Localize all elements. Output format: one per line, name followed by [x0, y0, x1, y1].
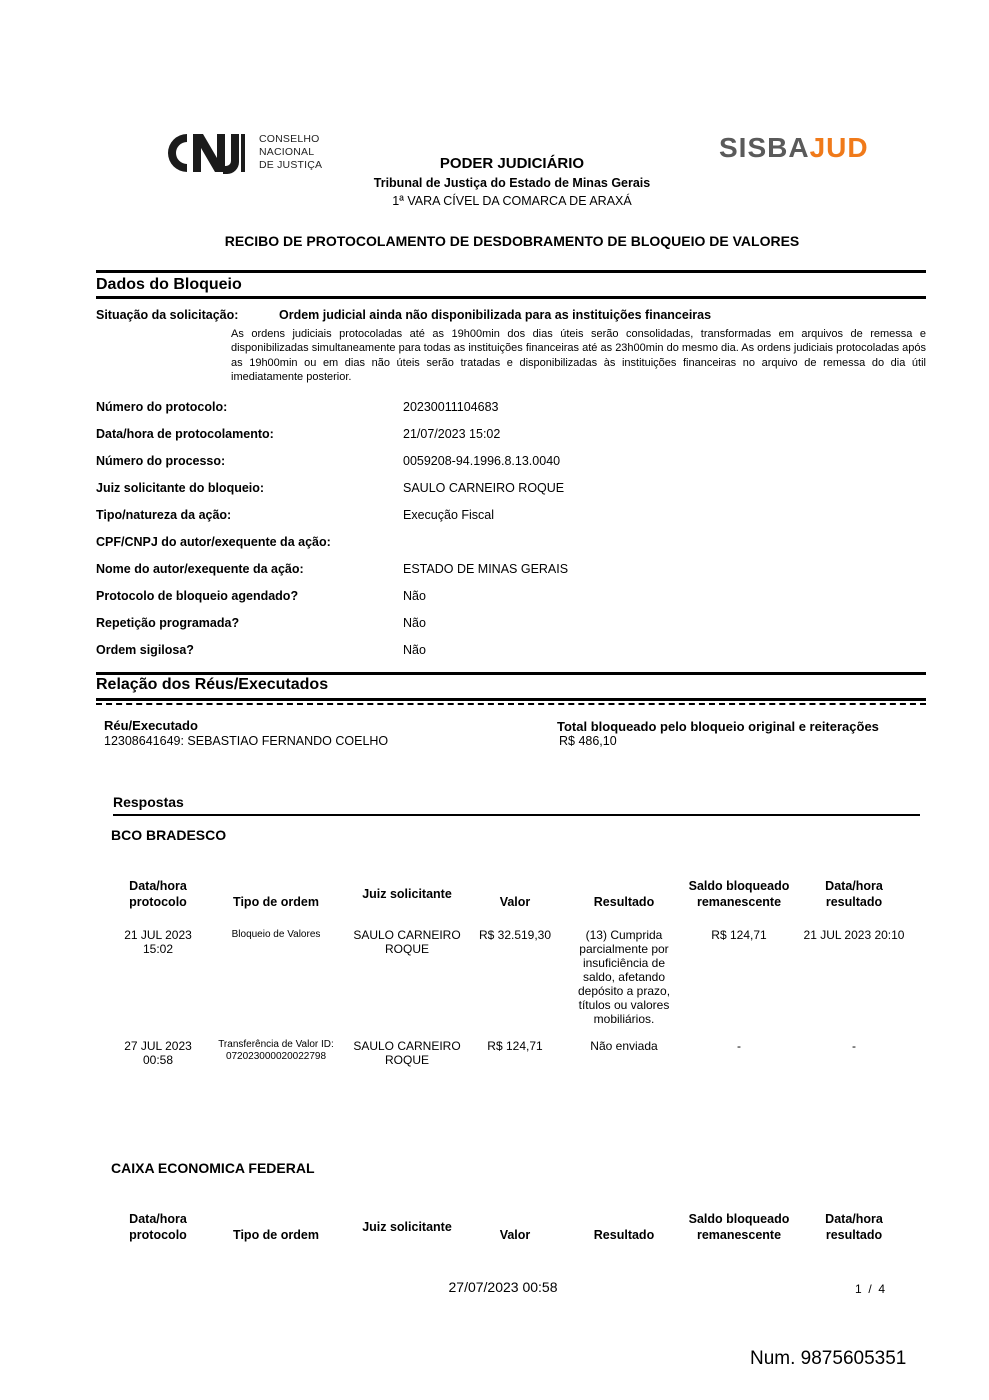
field-label-agendado: Protocolo de bloqueio agendado?: [96, 589, 299, 603]
cell-data-protocolo: [108, 928, 208, 956]
cnj-logo-word: NACIONAL: [259, 146, 315, 158]
situacao-value: Ordem judicial ainda não disponibilizada para as instituições financeiras: [279, 308, 712, 322]
cell-line: Bloqueio de Valores: [231, 929, 321, 940]
col-header-line: resultado: [825, 895, 883, 909]
reu-header: Réu/Executado: [104, 718, 198, 733]
field-label-cpf-cnpj: CPF/CNPJ do autor/exequente da ação:: [96, 535, 331, 549]
cell-line: parcialmente por: [579, 942, 669, 956]
col-header-juiz: Juiz solicitante: [362, 887, 452, 901]
cell-line: SAULO CARNEIRO: [353, 1039, 461, 1053]
col-header-resultado: Resultado: [593, 895, 655, 909]
field-value-autor: ESTADO DE MINAS GERAIS: [403, 562, 569, 576]
field-label-tipo-acao: Tipo/natureza da ação:: [96, 508, 232, 522]
cell-line: ROQUE: [384, 1053, 429, 1067]
col-header-saldo: [679, 878, 799, 910]
cell-line: mobiliários.: [593, 1012, 655, 1026]
bank-name: BCO BRADESCO: [111, 827, 227, 843]
dashed-divider: [96, 703, 926, 705]
court-title: PODER JUDICIÁRIO: [439, 155, 585, 172]
section-rule: [96, 672, 926, 675]
field-label-processo: Número do processo:: [96, 454, 226, 468]
field-value-tipo-acao: Execução Fiscal: [403, 508, 495, 522]
cell-valor: R$ 124,71: [487, 1039, 543, 1053]
cell-line: 072023000020022798: [225, 1051, 327, 1062]
col-header-tipo-ordem: Tipo de ordem: [233, 1228, 319, 1242]
document-title: RECIBO DE PROTOCOLAMENTO DE DESDOBRAMENTO DE BLOQUEIO DE VALORES: [224, 233, 800, 249]
cell-resultado: [569, 1039, 679, 1053]
field-label-juiz: Juiz solicitante do bloqueio:: [96, 481, 265, 495]
section-title-dados: Dados do Bloqueio: [96, 276, 242, 293]
cell-line: 21 JUL 2023: [124, 928, 192, 942]
field-value-data-protocolamento: 21/07/2023 15:02: [403, 427, 501, 441]
cell-line: saldo, afetando: [582, 970, 666, 984]
cnj-logo-word: CONSELHO: [259, 133, 320, 145]
field-value-sigilosa: Não: [403, 643, 426, 657]
respostas-title: Respostas: [113, 794, 184, 810]
cell-valor: R$ 32.519,30: [478, 928, 552, 942]
cell-line: 15:02: [142, 942, 174, 956]
cell-juiz: [342, 1039, 472, 1067]
col-header-line: Saldo bloqueado: [688, 1212, 790, 1226]
document-number: Num. 9875605351: [750, 1348, 907, 1369]
cell-saldo: R$ 124,71: [711, 928, 767, 942]
field-value-protocolo: 20230011104683: [403, 400, 499, 414]
col-header-juiz: Juiz solicitante: [362, 1220, 452, 1234]
situacao-label: Situação da solicitação:: [96, 308, 239, 322]
cell-resultado: [569, 928, 679, 1026]
field-value-juiz: SAULO CARNEIRO ROQUE: [403, 481, 565, 495]
cnj-logo-word: DE JUSTIÇA: [259, 159, 323, 171]
cell-saldo: -: [737, 1039, 741, 1053]
cell-tipo-ordem: [206, 929, 346, 941]
cell-data-resultado: -: [852, 1039, 856, 1053]
col-header-data-resultado: [804, 878, 904, 910]
col-header-valor: Valor: [499, 1228, 531, 1242]
col-header-data-protocolo: [108, 1211, 208, 1243]
cell-juiz: [342, 928, 472, 956]
field-value-repeticao: Não: [403, 616, 426, 630]
section-title-reus: Relação dos Réus/Executados: [96, 676, 329, 693]
reu-value: 12308641649: SEBASTIAO FERNANDO COELHO: [104, 734, 389, 748]
total-header: Total bloqueado pelo bloqueio original e reiterações: [557, 719, 879, 734]
col-header-line: protocolo: [129, 1228, 187, 1242]
col-header-line: Saldo bloqueado: [688, 879, 790, 893]
sisbajud-logo-part1: SISBA: [719, 132, 810, 163]
col-header-line: Data/hora: [825, 1212, 883, 1226]
col-header-saldo: [679, 1211, 799, 1243]
field-value-processo: 0059208-94.1996.8.13.0040: [403, 454, 561, 468]
cell-line: Não enviada: [590, 1039, 658, 1053]
cell-line: títulos ou valores: [578, 998, 670, 1012]
respostas-rule: [113, 814, 920, 816]
field-label-sigilosa: Ordem sigilosa?: [96, 643, 194, 657]
col-header-line: remanescente: [696, 1228, 782, 1242]
cell-line: Transferência de Valor ID:: [218, 1039, 334, 1050]
court-name: Tribunal de Justiça do Estado de Minas Gerais: [373, 176, 651, 190]
col-header-resultado: Resultado: [593, 1228, 655, 1242]
field-label-autor: Nome do autor/exequente da ação:: [96, 562, 304, 576]
col-header-data-protocolo: [108, 878, 208, 910]
cell-line: ROQUE: [384, 942, 429, 956]
sisbajud-logo-part2: JUD: [809, 132, 869, 163]
court-vara: 1ª VARA CÍVEL DA COMARCA DE ARAXÁ: [392, 194, 632, 208]
bank-name: CAIXA ECONOMICA FEDERAL: [111, 1160, 315, 1176]
cell-line: insuficiência de: [582, 956, 666, 970]
col-header-tipo-ordem: Tipo de ordem: [233, 895, 319, 909]
col-header-valor: Valor: [499, 895, 531, 909]
cell-data-protocolo: [108, 1039, 208, 1067]
field-label-protocolo: Número do protocolo:: [96, 400, 228, 414]
col-header-data-resultado: [804, 1211, 904, 1243]
page-number: 1 / 4: [855, 1282, 886, 1296]
section-rule: [96, 698, 926, 701]
section-rule: [96, 296, 926, 299]
col-header-line: Data/hora: [129, 879, 187, 893]
cell-line: depósito a prazo,: [577, 984, 671, 998]
cell-data-resultado: 21 JUL 2023 20:10: [803, 928, 905, 942]
total-value: R$ 486,10: [559, 734, 617, 748]
field-value-agendado: Não: [403, 589, 426, 603]
field-label-data-protocolamento: Data/hora de protocolamento:: [96, 427, 274, 441]
col-header-line: resultado: [825, 1228, 883, 1242]
cell-line: 00:58: [142, 1053, 174, 1067]
cell-tipo-ordem: [206, 1039, 346, 1063]
field-label-repeticao: Repetição programada?: [96, 616, 240, 630]
cell-line: 27 JUL 2023: [124, 1039, 192, 1053]
situacao-note: As ordens judiciais protocoladas até as 19h00min dos dias úteis serão consolidadas, transformadas em arquivos de remessa e disponibilizadas simultaneamente para todas as instituições financeiras até as 23h00min do mesmo dia. As ordens judiciais protocoladas após as 19h00min ou em dias não úteis serão tratadas e disponibilizadas às instituições financeiras no arquivo de remessa do dia útil imediatamente posterior.: [231, 328, 926, 383]
col-header-line: protocolo: [129, 895, 187, 909]
cell-line: (13) Cumprida: [585, 928, 663, 942]
col-header-line: Data/hora: [825, 879, 883, 893]
col-header-line: remanescente: [696, 895, 782, 909]
section-rule: [96, 270, 926, 273]
col-header-line: Data/hora: [129, 1212, 187, 1226]
cell-line: SAULO CARNEIRO: [353, 928, 461, 942]
footer-datetime: 27/07/2023 00:58: [448, 1279, 558, 1295]
